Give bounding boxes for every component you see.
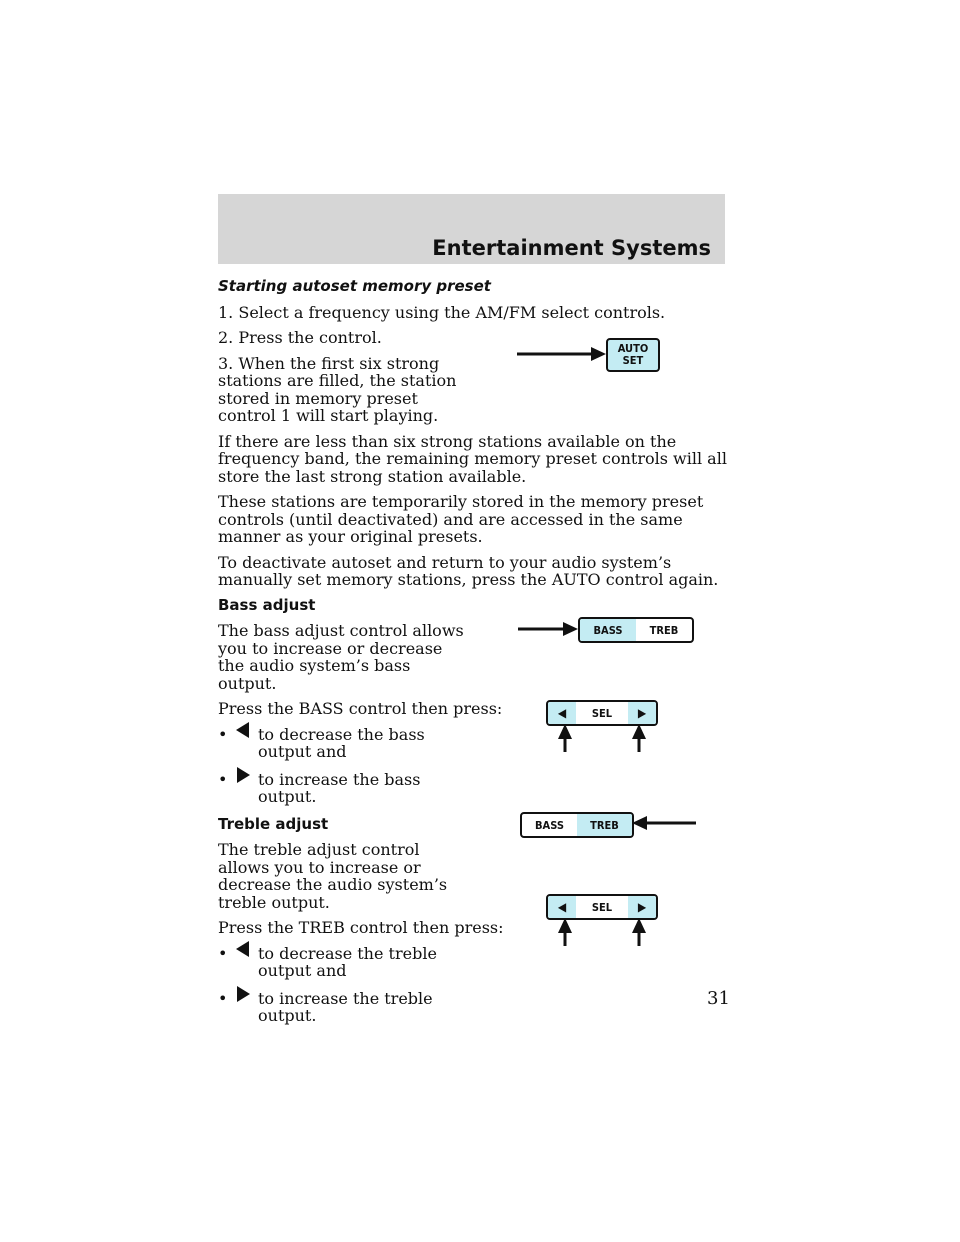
autoset-step-1: 1. Select a frequency using the AM/FM select controls. (218, 302, 666, 322)
sel-button[interactable]: SEL (591, 706, 613, 720)
autoset-heading: Starting autoset memory preset (218, 277, 491, 295)
autoset-step-3: 3. When the first six strong stations are filled, the station stored in memory preset control 1 will start playing. (218, 353, 457, 425)
autoset-step-2: 2. Press the control. (218, 328, 382, 347)
arrow-to-auto-set (517, 347, 606, 361)
treb-button[interactable]: TREB (649, 623, 679, 637)
bullet-dot: • (218, 769, 228, 789)
sel-right-button[interactable]: ▶ (628, 702, 656, 724)
bass-button[interactable]: BASS (580, 619, 636, 641)
bullet-dot: • (218, 988, 228, 1008)
sel-right-button[interactable]: ▶ (628, 896, 656, 918)
treb-button[interactable]: TREB (577, 814, 632, 836)
treble-decrease-text: to decrease the treble output and (258, 943, 437, 980)
bullet-dot: • (218, 943, 228, 963)
bass-press-instruction: Press the BASS control then press: (218, 699, 503, 718)
bass-increase-text: to increase the bass output. (258, 769, 421, 806)
treble-heading: Treble adjust (218, 814, 329, 833)
bass-intro: The bass adjust control allows you to increase or decrease the audio system’s bass output. (218, 621, 464, 693)
treble-intro: The treble adjust control allows you to increase or decrease the audio system’s treble output. (218, 840, 448, 912)
arrow-to-bass-button (518, 622, 578, 636)
arrow-to-sel-left (558, 724, 572, 752)
bass-heading: Bass adjust (218, 595, 316, 614)
set-label: SET (622, 354, 644, 367)
treble-increase-text: to increase the treble output. (258, 988, 433, 1025)
section-title: Entertainment Systems (432, 236, 711, 260)
page-number: 31 (707, 988, 730, 1009)
arrow-to-sel-right-treble (632, 918, 646, 946)
treble-press-instruction: Press the TREB control then press: (218, 918, 504, 937)
arrow-to-sel-left-treble (558, 918, 572, 946)
autoset-paragraph-1: If there are less than six strong stations available on the frequency band, the remaining memory preset controls will all store the last strong station available. (218, 431, 727, 486)
bass-button[interactable]: BASS (535, 818, 564, 832)
arrow-to-treb-button (632, 816, 696, 830)
autoset-paragraph-2: These stations are temporarily stored in the memory preset controls (until deactivated) and are accessed in the same manner as your original presets. (218, 492, 704, 546)
auto-label: AUTO (617, 342, 649, 355)
autoset-paragraph-3: To deactivate autoset and return to your audio system’s manually set memory stations, press the AUTO control again. (218, 552, 719, 589)
sel-left-button[interactable]: ◀ (548, 702, 576, 724)
bullet-dot: • (218, 724, 228, 744)
sel-button[interactable]: SEL (591, 900, 613, 914)
bass-decrease-text: to decrease the bass output and (258, 724, 425, 761)
arrow-to-sel-right (632, 724, 646, 752)
sel-left-button[interactable]: ◀ (548, 896, 576, 918)
